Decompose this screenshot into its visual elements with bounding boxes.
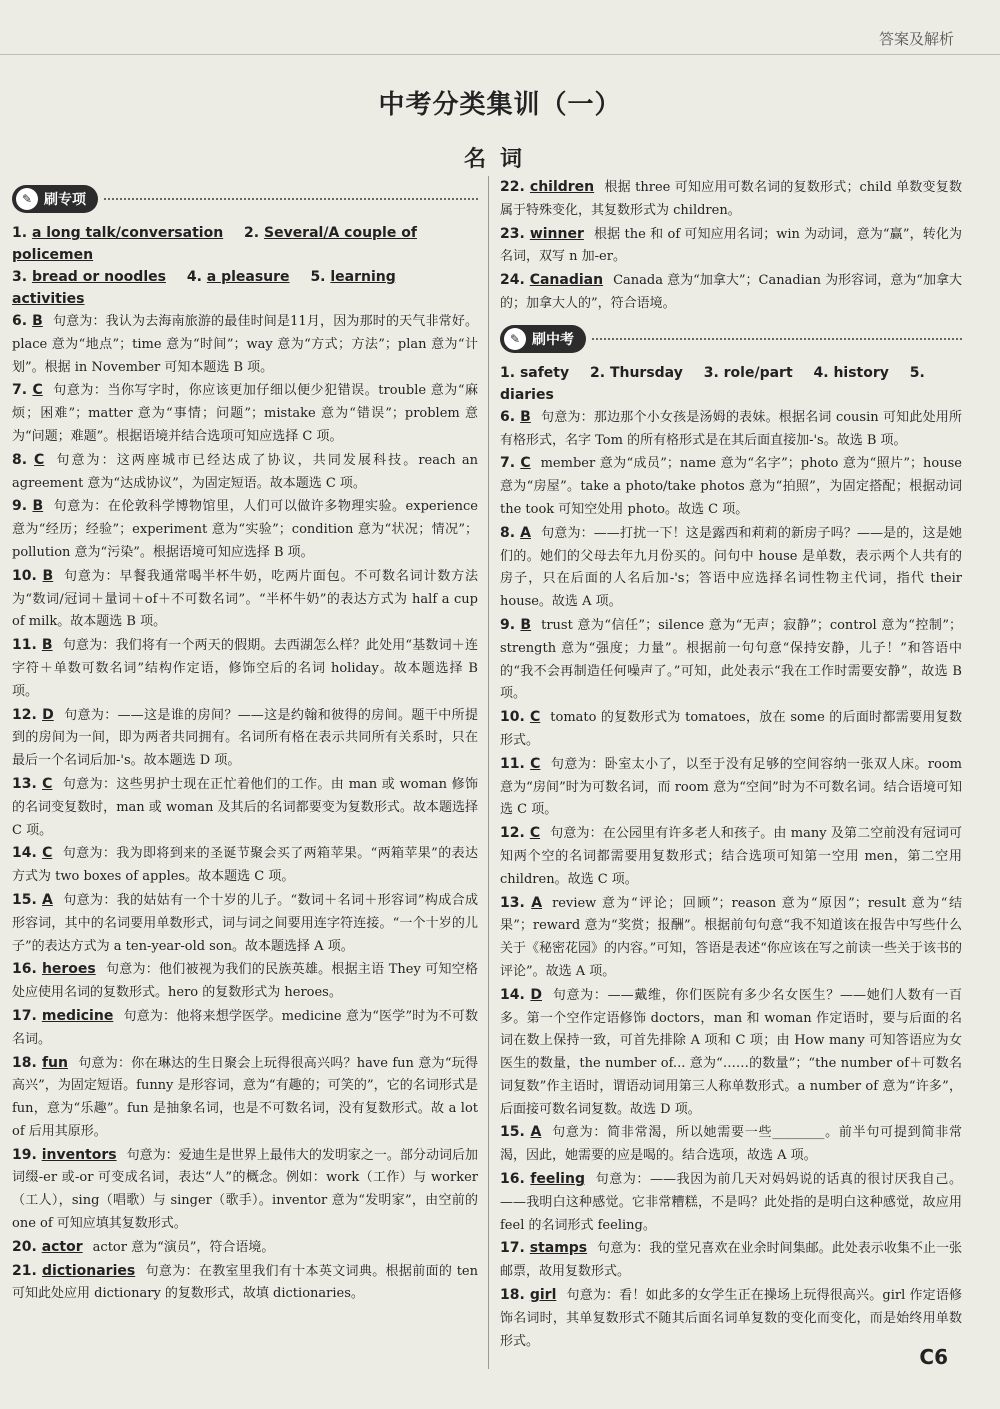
section-header-exam [500, 322, 962, 356]
fill-answer: 5. diaries [500, 364, 925, 403]
fill-answer: 2. Several/A couple of policemen [12, 225, 417, 263]
page-header-label: 答案及解析 [878, 30, 954, 48]
fill-answers-row [12, 222, 478, 266]
answer-item: 6. B 句意为：我认为去海南旅游的最佳时间是11月，因为那时的天气非常好。place 意为“地点”；time 意为“时间”；way 意为“方式；方法”；plan 意为“计划”。根据 in November 可知本题选 B 项。 [12, 313, 478, 375]
section-dotted-line [592, 338, 962, 340]
answer-item: 9. B 句意为：在伦敦科学博物馆里，人们可以做许多物理实验。experience 意为“经历；经验”；experiment 意为“实验”；condition 意为“状况；情况”；pollution 意为“污染”。根据语境可知应选择 B 项。 [12, 498, 478, 560]
answer-item: 13. C 句意为：这些男护士现在正忙着他们的工作。由 man 或 woman 修饰的名词变复数时，man 或 woman 及其后的名词都要变为复数形式。故本题选择 C 项。 [12, 775, 478, 838]
answer-item: 23. winner 根据 the 和 of 可知应用名词；win 为动词，意为“赢”，转化为名词，双写 n 加-er。 [500, 225, 962, 265]
section-dotted-line [104, 198, 478, 200]
answer-item: 18. girl 句意为：看！如此多的女学生正在操场上玩得很高兴。girl 作定语修饰名词时，其单复数形式不随其后面名词单复数的变化而变化，而是始终用单数形式。 [500, 1287, 962, 1349]
fill-answer: 3. bread or noodles [12, 269, 166, 285]
fill-answer: 1. safety [500, 364, 570, 381]
answer-item: 20. actor actor 意为“演员”，符合语境。 [12, 1238, 275, 1255]
answer-item: 13. A review 意为“评论；回顾”；reason 意为“原因”；result 意为“结果”；reward 意为“奖赏；报酬”。根据前句句意“我不知道该在报告中写些什么关于《秘密花园》的内容。”可知，答语是表述“你应该在写之前读一些关于该书的评论”。故选 A 项。 [500, 894, 962, 979]
section-header-practice [12, 182, 478, 216]
fill-answer: 4. history [813, 364, 889, 381]
answer-item: 17. medicine 句意为：他将来想学医学。medicine 意为“医学”时为不可数名词。 [12, 1007, 478, 1047]
book-icon: ✎ [16, 188, 38, 210]
answer-item: 16. feeling 句意为：——我因为前几天对妈妈说的话真的很讨厌我自己。——我明白这种感觉。它非常糟糕，不是吗？此处指的是明白这种感觉，故应用 feel 的名词形式 feeling。 [500, 1171, 962, 1233]
answer-item: 7. C member 意为“成员”；name 意为“名字”；photo 意为“照片”；house 意为“房屋”。take a photo/take photos 意为“拍照”，为固定搭配；根据动词 the took 可知空处用 photo。故选 C 项。 [500, 455, 962, 517]
fill-answers-row [12, 266, 478, 310]
answer-item: 7. C 句意为：当你写字时，你应该更加仔细以便少犯错误。trouble 意为“麻烦；困难”；matter 意为“事情；问题”；mistake 意为“错误”；problem 意为“问题；难题”。根据语境并结合选项可知应选择 C 项。 [12, 382, 478, 444]
section-badge-label: 刷中考 [532, 331, 574, 348]
answer-item: 21. dictionaries 句意为：在教室里我们有十本英文词典。根据前面的 ten 可知此处应用 dictionary 的复数形式，故填 dictionaries。 [12, 1262, 478, 1302]
answer-item: 17. stamps 句意为：我的堂兄喜欢在业余时间集邮。此处表示收集不止一张邮票，故用复数形式。 [500, 1240, 962, 1280]
answer-item: 15. A 句意为：我的姑姑有一个十岁的儿子。“数词＋名词＋形容词”构成合成形容词，其中的名词要用单数形式，词与词之间要用连字符连接。“一个十岁的儿子”的表达方式为 a ten-year-old son。故本题选择 A 项。 [12, 891, 478, 954]
answer-item: 15. A 句意为：简非常渴，所以她需要一些________。前半句可提到简非常渴，因此，她需要的应是喝的。结合选项，故选 A 项。 [500, 1124, 962, 1164]
answer-item: 9. B trust 意为“信任”；silence 意为“无声；寂静”；control 意为“控制”；strength 意为“强度；力量”。根据前一句句意“保持安静，儿子！”和答语中的“我不会再制造任何噪声了。”可知，此处表示“我在工作时需要安静”，故选 B 项。 [500, 616, 962, 702]
answer-item: 12. D 句意为：——这是谁的房间？——这是约翰和彼得的房间。题干中所提到的房间为一间，即为两者共同拥有。名词所有格在表示共同所有关系时，只在最后一个名词后加-'s。故本题选 D 项。 [12, 706, 478, 769]
section-badge [500, 325, 586, 353]
answer-item: 11. B 句意为：我们将有一个两天的假期。去西湖怎么样？此处用“基数词＋连字符＋单数可数名词”结构作定语，修饰空后的名词 holiday。故本题选择 B 项。 [12, 637, 478, 699]
page-title: 中考分类集训（一） [378, 90, 622, 120]
book-icon: ✎ [504, 328, 526, 350]
answer-item: 24. Canadian Canada 意为“加拿大”；Canadian 为形容词，意为“加拿大的；加拿大人的”，符合语境。 [500, 272, 962, 311]
column-divider [488, 176, 489, 1369]
fill-answer: 2. Thursday [590, 364, 683, 381]
answer-item: 8. A 句意为：——打扰一下！这是露西和莉莉的新房子吗？——是的，这是她们的。她们的父母去年九月份买的。问句中 house 是单数，表示两个人共有的房子，只在后面的人名后加-'s；答语中应选择名词性物主代词，指代 their house。故选 A 项。 [500, 524, 962, 610]
answer-item: 14. C 句意为：我为即将到来的圣诞节聚会买了两箱苹果。“两箱苹果”的表达方式为 two boxes of apples。故本题选 C 项。 [12, 845, 478, 885]
fill-answer: 1. a long talk/conversation [12, 225, 224, 241]
fill-answers-row [500, 362, 962, 406]
answer-item: 10. B 句意为：早餐我通常喝半杯牛奶，吃两片面包。不可数名词计数方法为“数词/冠词＋量词＋of＋不可数名词”。“半杯牛奶”的表达方式为 half a cup of milk。故本题选 B 项。 [12, 567, 478, 630]
fill-answer: 4. a pleasure [186, 269, 290, 285]
answer-item: 6. B 句意为：那边那个小女孩是汤姆的表妹。根据名词 cousin 可知此处用所有格形式，名字 Tom 的所有格形式是在其后面直接加-'s。故选 B 项。 [500, 408, 962, 448]
answer-item: 22. children 根据 three 可知应用可数名词的复数形式；child 单数变复数属于特殊变化，其复数形式为 children。 [500, 179, 962, 218]
answer-item: 16. heroes 句意为：他们被视为我们的民族英雄。根据主语 They 可知空格处应使用名词的复数形式。hero 的复数形式为 heroes。 [12, 961, 478, 1001]
answer-item: 19. inventors 句意为：爱迪生是世界上最伟大的发明家之一。部分动词后加词缀-er 或-or 可变成名词，表达“人”的概念。例如：work（工作）与 worker（工人），sing（唱歌）与 singer（歌手）。inventor 意为“发明家”，由空前的 one of 可知应填其复数形式。 [12, 1146, 478, 1232]
section-badge-label: 刷专项 [44, 192, 86, 208]
answer-item: 18. fun 句意为：你在琳达的生日聚会上玩得很高兴吗？have fun 意为“玩得高兴”，为固定短语。funny 是形容词，意为“有趣的；可笑的”，它的名词形式是 fun，意为“乐趣”。fun 是抽象名词，也是不可数名词，没有复数形式。故 a lot of 后用其原形。 [12, 1054, 478, 1139]
fill-answer: 5. learning activities [12, 269, 396, 307]
header-rule [0, 54, 1000, 55]
right-column [500, 176, 962, 1389]
left-column [12, 176, 478, 1389]
page-number: C6 [919, 1345, 948, 1369]
answer-item: 14. D 句意为：——戴维，你们医院有多少名女医生？——她们人数有一百多。第一个空作定语修饰 doctors，man 和 woman 作定语时，要与后面的名词在数上保持一致，可首先排除 A 项和 C 项；由 How many 可知答语应为女医生的数量，the number of... 意为“……的数量”；“the number of＋可数名词复数”作主语时，谓语动词用第三人称单数形式。a number of 意为“许多”，后面接可数名词复数。故选 D 项。 [500, 986, 962, 1117]
fill-answer: 3. role/part [703, 364, 793, 381]
section-badge [12, 185, 98, 213]
answer-item: 11. C 句意为：卧室太小了，以至于没有足够的空间容纳一张双人床。room 意为“房间”时为可数名词，而 room 意为“空间”时为不可数名词。结合语境可知选 C 项。 [500, 755, 962, 818]
answer-item: 10. C tomato 的复数形式为 tomatoes，放在 some 的后面时都需要用复数形式。 [500, 709, 962, 748]
page-subtitle: 名词 [463, 147, 536, 172]
answer-item: 8. C 句意为：这两座城市已经达成了协议，共同发展科技。reach an agreement 意为“达成协议”，为固定短语。故本题选 C 项。 [12, 451, 478, 491]
answer-item: 12. C 句意为：在公园里有许多老人和孩子。由 many 及第二空前没有冠词可知两个空的名词都需要用复数形式；结合选项可知第一空用 men，第二空用 children。故选 C 项。 [500, 825, 962, 887]
